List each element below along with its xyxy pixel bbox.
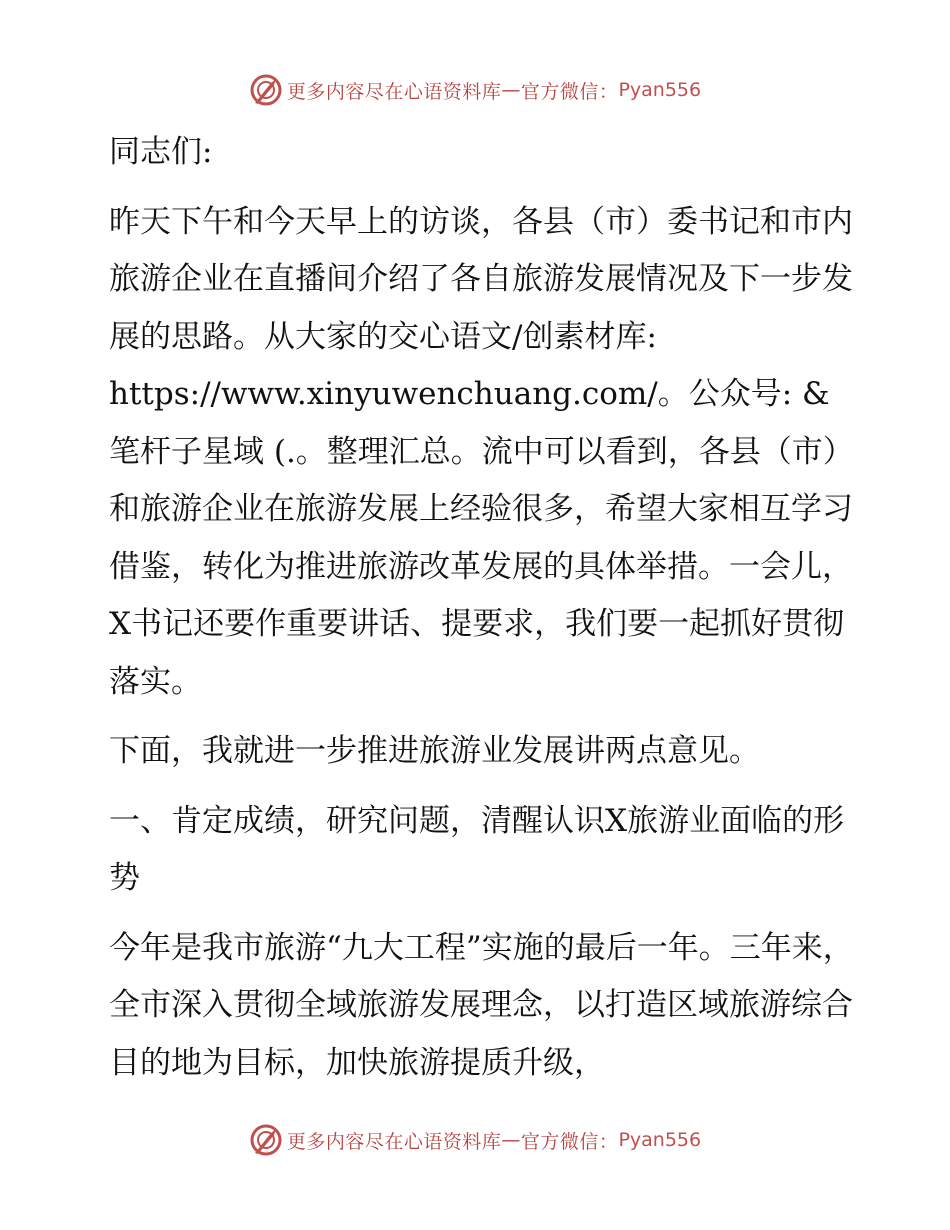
watermark-separator: — [501, 1129, 521, 1151]
document-body [97, 124, 857, 1092]
watermark-wechat-id: Pyan556 [618, 1129, 702, 1151]
watermark-wechat-id: Pyan556 [618, 79, 702, 101]
watermark-site-text: 更多内容尽在心语资料库 [286, 1130, 502, 1153]
watermark-official-label: 官方微信： [520, 1130, 619, 1153]
footer-watermark [0, 1120, 950, 1160]
watermark-site-text: 更多内容尽在心语资料库 [286, 80, 502, 103]
section-heading-1: 一、肯定成绩，研究问题，清醒认识X旅游业面临的形势 [109, 802, 845, 896]
paragraph-intro: 昨天下午和今天早上的访谈，各县（市）委书记和市内旅游企业在直播间介绍了各自旅游发展情况及下一步发展的思路。从大家的交心语文/创素材库: https://www.xinyuwenchuang.com/。公众号: &笔杆子星域 (.。整理汇总。流中可以看到，各县（市）和旅游企业在旅游发展上经验很多，希望大家相互学习借鉴，转化为推进旅游改革发展的具体举措。一会儿，X书记还要作重要讲话、提要求，我们要一起抓好贯彻落实。 [109, 203, 854, 700]
watermark-official-label: 官方微信： [520, 80, 619, 103]
pen-logo-icon [249, 73, 283, 107]
pen-logo-icon [249, 1123, 283, 1157]
header-watermark [0, 70, 950, 110]
paragraph-transition: 下面，我就进一步推进旅游业发展讲两点意见。 [109, 733, 760, 769]
paragraph-section-1: 今年是我市旅游“九大工程”实施的最后一年。三年来，全市深入贯彻全域旅游发展理念，以打造区域旅游综合目的地为目标，加快旅游提质升级， [109, 929, 854, 1081]
watermark-separator: — [501, 79, 521, 101]
salutation: 同志们: [109, 134, 213, 170]
